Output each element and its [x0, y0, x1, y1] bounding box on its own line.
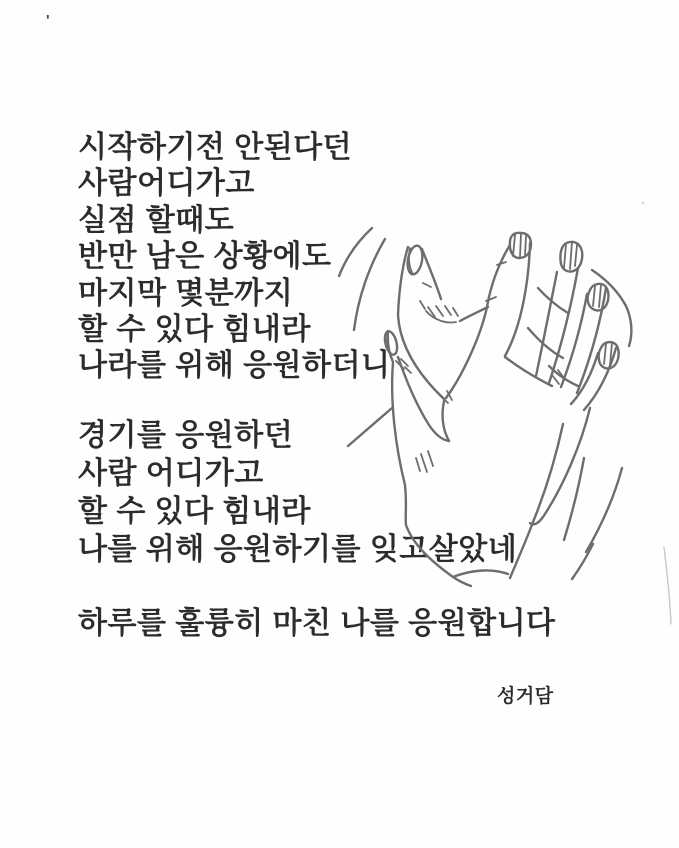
poem-closing-line: 하루를 훌륭히 마친 나를 응원합니다 — [78, 607, 556, 640]
far-hand-fingers — [528, 242, 631, 410]
poem-line: 사람어디가고 — [78, 167, 255, 201]
poem-line: 반만 남은 상황에도 — [78, 240, 332, 274]
poem-line: 나를 위해 응원하기를 잊고살았네 — [78, 533, 518, 566]
motion-lines-right — [564, 202, 671, 624]
poem-line: 시작하기전 안된다던 — [78, 131, 353, 164]
poem-stanza-2 — [78, 417, 517, 569]
poem-line: 마지막 몇분까지 — [78, 276, 294, 310]
poem-line: 경기를 응원하던 — [78, 419, 294, 452]
index-finger — [441, 233, 552, 403]
stray-apostrophe-mark: ' — [46, 12, 50, 29]
poem-stanza-1 — [78, 130, 390, 385]
poem-signature: 성거담 — [497, 686, 554, 707]
poem-line: 할 수 있다 힘내라 — [78, 313, 311, 347]
poem-line: 할 수 있다 힘내라 — [78, 495, 311, 528]
poem-line: 실점 할때도 — [78, 203, 235, 237]
poem-line: 사람 어디가고 — [78, 457, 264, 490]
thumb-upper — [398, 245, 488, 399]
poem-line: 나라를 위해 응원하더니 — [78, 349, 391, 383]
